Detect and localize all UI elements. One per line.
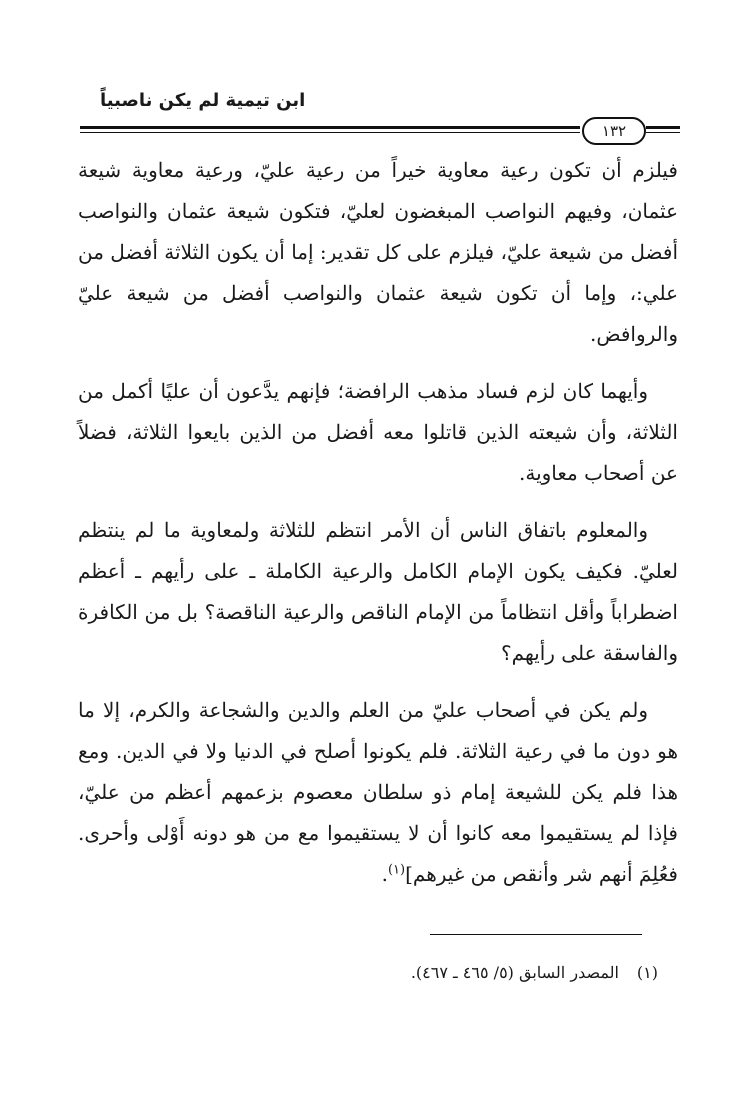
header-rule-left [80, 126, 580, 133]
paragraph: وأيهما كان لزم فساد مذهب الرافضة؛ فإنهم يدَّعون أن عليًا أكمل من الثلاثة، وأن شيعته الذين قاتلوا معه أفضل من الذين بايعوا الثلاثة، فضلاً عن أصحاب معاوية. [78, 379, 678, 485]
final-period: . [381, 862, 388, 886]
header-rule-right [646, 126, 680, 133]
running-title: ابن تيمية لم يكن ناصبياً [100, 90, 306, 111]
body-text [78, 150, 678, 911]
paragraph: والمعلوم باتفاق الناس أن الأمر انتظم للثلاثة ولمعاوية ما لم ينتظم لعليّ. فكيف يكون الإمام الكامل والرعية الكاملة ـ على رأيهم ـ أعظم اضطراباً وأقل انتظاماً من الإمام الناقص والرعية الناقصة؟ بل من الكافرة والفاسقة على رأيهم؟ [78, 518, 678, 665]
page-number: ١٣٢ [582, 117, 646, 145]
paragraph-last [78, 690, 678, 895]
footnote-separator [430, 934, 642, 935]
footnote-reference: (١) [387, 862, 406, 878]
paragraph: فيلزم أن تكون رعية معاوية خيراً من رعية عليّ، ورعية معاوية شيعة عثمان، وفيهم النواصب المبغضون لعليّ، فتكون شيعة عثمان والنواصب أفضل من شيعة عليّ، فيلزم على كل تقدير: إما أن يكون الثلاثة أفضل من علي:، وإما أن تكون شيعة عثمان والنواصب أفضل من شيعة عليّ والروافض. [78, 158, 678, 346]
footnote-number: (١) [636, 963, 658, 982]
footnote [411, 963, 658, 982]
paragraph-text: ولم يكن في أصحاب عليّ من العلم والدين والشجاعة والكرم، إلا ما هو دون ما في رعية الثلاثة. فلم يكونوا أصلح في الدنيا ولا في الدين. ومع هذا فلم يكن للشيعة إمام ذو سلطان معصوم بزعمهم أعظم من عليّ، فإذا لم يستقيموا معه كانوا أن لا يستقيموا مع من هو دونه أَوْلى وأحرى. فعُلِمَ أنهم شر وأنقص من غيرهم] [78, 698, 678, 886]
footnote-text: المصدر السابق (٥/ ٤٦٥ ـ ٤٦٧). [410, 963, 619, 982]
